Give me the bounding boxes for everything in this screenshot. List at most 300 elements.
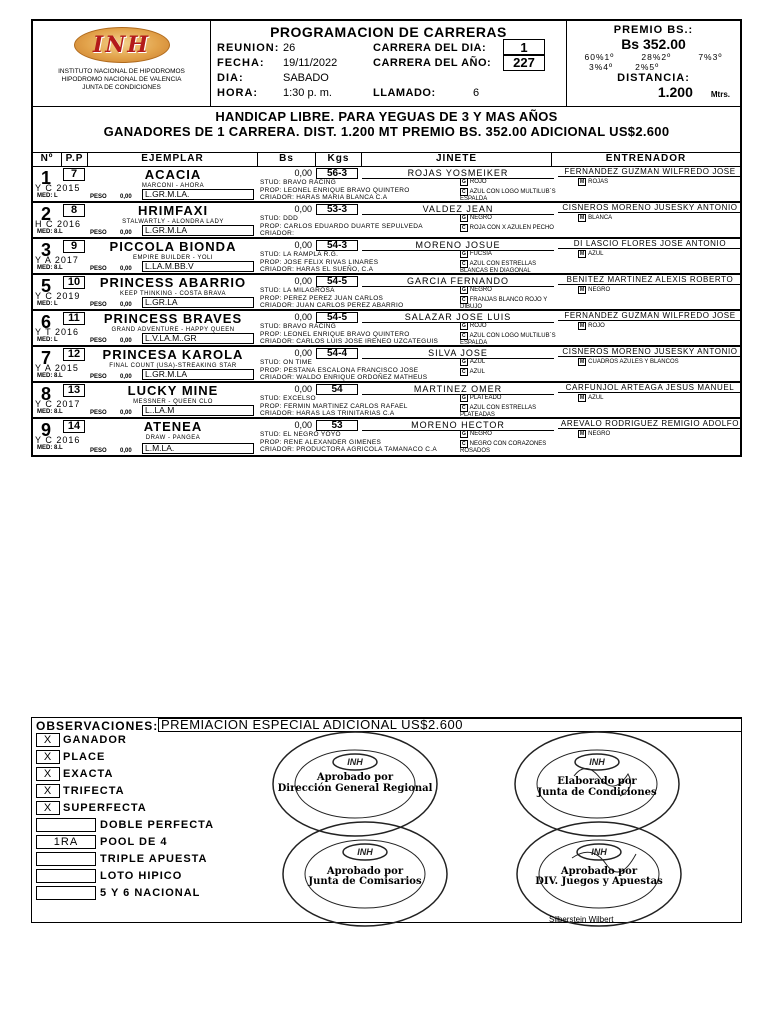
- silk-g: [460, 430, 492, 438]
- silk-m-text: AZUL: [588, 395, 604, 401]
- bet-label: POOL DE 4: [100, 836, 168, 848]
- runner-number-cell: [33, 239, 88, 273]
- post-position: 8: [63, 204, 85, 217]
- owner-info: [260, 287, 403, 310]
- pedigree: STALWARTLY - ALONDRA LADY: [122, 219, 224, 225]
- runner-number-cell: [33, 203, 88, 237]
- horse-cell: [88, 347, 258, 381]
- silk-m: [578, 214, 612, 222]
- medication: MED: L: [37, 337, 58, 343]
- silk-label: G: [462, 251, 466, 257]
- trainer-name: CISNEROS MORENO JUSESKY ANTONIO: [558, 347, 742, 357]
- reunion-label: REUNION:: [217, 41, 280, 54]
- breeder: CRIADOR: PRODUCTORA AGRICOLA TAMANACO C.A: [260, 446, 437, 453]
- peso-value: 0,00: [120, 448, 132, 454]
- silk-label: G: [462, 179, 466, 185]
- bet-label: SUPERFECTA: [63, 802, 147, 814]
- jockey-name: ROJAS YOSMEIKER: [362, 168, 554, 179]
- breeder: CRIADOR:: [260, 230, 295, 237]
- inh-logo: [74, 27, 170, 63]
- hora-value: 1:30 p. m.: [283, 86, 332, 99]
- sex-color-year: Y C 2015: [35, 183, 81, 193]
- runner-number: 9: [41, 420, 52, 440]
- silk-g: [460, 358, 485, 366]
- carrera-ano-value: 227: [503, 54, 545, 71]
- bs-value: 0,00: [294, 240, 312, 250]
- stamp-line: Aprobado por: [560, 866, 638, 877]
- runner-number-cell: [33, 383, 88, 417]
- silk-c-text: AZUL CON LOGO MULTILUB´S ESPALDA: [460, 333, 556, 346]
- runner-number: 3: [41, 240, 52, 260]
- bet-option: [36, 818, 214, 832]
- medication: MED: 8.L: [37, 373, 63, 379]
- bs-value: 0,00: [294, 348, 312, 358]
- breeder: CRIADOR: JUAN CARLOS PEREZ ABARRIO: [260, 302, 404, 309]
- silk-m: [578, 286, 610, 294]
- llamado-value: 6: [473, 86, 480, 99]
- stud: STUD: BRAVO RACING: [260, 323, 337, 330]
- stamp-line: Dirección General Regional: [277, 783, 433, 794]
- silk-g-text: NEGRO: [469, 287, 492, 293]
- trainer-name: FERNANDEZ GUZMAN WILFREDO JOSE: [558, 311, 742, 321]
- detail-cell: [258, 311, 740, 345]
- bet-label: PLACE: [63, 751, 106, 763]
- bet-option: [36, 869, 182, 883]
- observaciones-label: OBSERVACIONES:: [36, 719, 159, 733]
- peso-label: PESO: [90, 230, 107, 236]
- bet-label: EXACTA: [63, 768, 114, 780]
- bet-option: [36, 835, 167, 849]
- bet-option: [36, 852, 208, 866]
- owner: PROP: PEREZ PEREZ JUAN CARLOS: [260, 294, 384, 302]
- table-row: [33, 347, 740, 383]
- reunion-value: 26: [283, 41, 296, 54]
- runner-number: 2: [41, 204, 52, 224]
- table-row: [33, 239, 740, 275]
- peso-value: 0,00: [120, 410, 132, 416]
- owner: PROP: FERMIN MARTINEZ CARLOS RAFAEL: [260, 402, 408, 410]
- silk-label: C: [462, 189, 466, 195]
- horse-name: LUCKY MINE: [127, 383, 219, 398]
- bet-checkbox: X: [36, 767, 60, 781]
- silk-m: [578, 322, 605, 330]
- silk-m-text: CUADROS AZULES Y BLANCOS: [588, 359, 679, 365]
- col-entrenador: ENTRENADOR: [605, 153, 687, 164]
- owner-info: [260, 395, 408, 418]
- silk-c: [460, 404, 560, 419]
- silk-c: [460, 332, 560, 347]
- distancia-value: 1.200: [657, 84, 693, 100]
- silk-label: C: [462, 405, 466, 411]
- peso-value: 0,00: [120, 374, 132, 380]
- table-row: [33, 311, 740, 347]
- bet-option: [36, 801, 147, 815]
- bet-label: 5 Y 6 NACIONAL: [100, 887, 201, 899]
- breeder: CRIADOR: CARLOS LUIS JOSE IRENEO UZCATEGUIS: [260, 338, 439, 345]
- bet-checkbox: X: [36, 733, 60, 747]
- medication: MED: 8.L: [37, 409, 63, 415]
- institute-line: HIPODROMO NACIONAL DE VALENCIA: [61, 76, 182, 83]
- owner-info: [260, 431, 437, 454]
- weight-kgs: 54: [316, 384, 358, 395]
- runner-number: 1: [41, 168, 52, 188]
- medication: MED: 8.L: [37, 265, 63, 271]
- pct-5: 2%5º: [635, 62, 660, 72]
- horse-name: PRINCESA KAROLA: [102, 347, 244, 362]
- pedigree: KEEP THINKING - COSTA BRAVA: [120, 291, 226, 297]
- owner-info: [260, 359, 427, 382]
- peso-value: 0,00: [120, 338, 132, 344]
- breeder: CRIADOR: HARAS LAS TRINITARIAS C.A: [260, 410, 395, 417]
- detail-cell: [258, 383, 740, 417]
- stamp-line: Junta de Comisarios: [308, 876, 422, 887]
- owner-info: [260, 251, 378, 274]
- owner: PROP: JOSE FELIX RIVAS LINARES: [260, 258, 379, 266]
- detail-cell: [258, 203, 740, 237]
- bs-value: 0,00: [294, 276, 312, 286]
- runner-number: 7: [41, 348, 52, 368]
- stud: STUD: EL NEGRO YOYO: [260, 431, 341, 438]
- bs-value: 0,00: [294, 312, 312, 322]
- silk-c-text: AZUL CON ESTRELLAS BLANCAS EN DIAGONAL: [460, 261, 537, 274]
- stud: STUD: ON TIME: [260, 359, 313, 366]
- silk-label: G: [462, 323, 466, 329]
- dia-label: DIA:: [217, 71, 244, 84]
- silk-label: G: [462, 215, 466, 221]
- detail-cell: [258, 347, 740, 381]
- horse-name: ATENEA: [143, 419, 203, 434]
- peso-label: PESO: [90, 374, 107, 380]
- pct-1: 60%1º: [584, 52, 615, 62]
- silk-label: M: [580, 323, 585, 329]
- trainer-name: BENITEZ MARTINEZ ALEXIS ROBERTO: [558, 275, 742, 285]
- silk-g: [460, 394, 501, 402]
- silk-c-text: NEGRO CON CORAZONES ROSADOS: [460, 441, 547, 454]
- silk-g-text: FUCSIA: [469, 251, 492, 257]
- weight-kgs: 54-5: [316, 312, 358, 323]
- col-pp: P.P: [62, 153, 88, 166]
- table-row: [33, 383, 740, 419]
- jockey-name: VALDEZ JEAN: [362, 204, 554, 215]
- detail-cell: [258, 419, 740, 455]
- sex-color-year: Y C 2016: [35, 435, 81, 445]
- weight-kgs: 54-5: [316, 276, 358, 287]
- hora-label: HORA:: [217, 86, 259, 99]
- post-position: 12: [63, 348, 85, 361]
- silk-c: [460, 224, 560, 232]
- silk-m-text: ROJO: [588, 323, 605, 329]
- post-position: 11: [63, 312, 85, 325]
- silk-c: [460, 440, 560, 455]
- bet-checkbox: X: [36, 784, 60, 798]
- owner-info: [260, 179, 410, 202]
- sex-color-year: Y C 2019: [35, 291, 81, 301]
- silk-m-text: ROJAS: [588, 179, 609, 185]
- llamado-label: LLAMADO:: [373, 86, 436, 99]
- peso-label: PESO: [90, 338, 107, 344]
- sex-color-year: Y C 2017: [35, 399, 81, 409]
- pct-4: 3%4º: [589, 62, 614, 72]
- trainer-name: CARFUNJOL ARTEAGA JESUS MANUEL: [558, 383, 742, 393]
- bet-option: [36, 733, 127, 747]
- silk-label: M: [580, 359, 585, 365]
- jockey-name: GARCIA FERNANDO: [362, 276, 554, 287]
- pedigree: GRAND ADVENTURE - HAPPY QUEEN: [111, 327, 235, 333]
- bs-value: 0,00: [294, 168, 312, 178]
- horse-name: PRINCESS BRAVES: [103, 311, 243, 326]
- stamp-line: DIV. Juegos y Apuestas: [535, 876, 663, 887]
- post-position: 9: [63, 240, 85, 253]
- owner-info: [260, 215, 423, 238]
- bet-checkbox: [36, 852, 96, 866]
- silk-label: C: [462, 225, 466, 231]
- svg-text:INH: INH: [589, 757, 605, 767]
- dia-value: SABADO: [283, 71, 329, 84]
- breeder: CRIADOR: HARAS EL SUEÑO, C.A: [260, 266, 374, 273]
- silk-c: [460, 296, 560, 311]
- premio-block: [567, 21, 740, 106]
- peso-label: PESO: [90, 302, 107, 308]
- silk-g-text: NEGRO: [469, 215, 492, 221]
- silk-g: [460, 178, 487, 186]
- equipment-code: L.GR.LA: [142, 297, 254, 308]
- stamp-line: Aprobado por: [316, 772, 394, 783]
- pct-3: 7%3º: [698, 52, 723, 62]
- jockey-name: MARTINEZ OMER: [362, 384, 554, 395]
- svg-text:INH: INH: [347, 757, 363, 767]
- horse-cell: [88, 239, 258, 273]
- runner-number-cell: [33, 419, 88, 455]
- column-headers: [33, 153, 740, 167]
- peso-label: PESO: [90, 194, 107, 200]
- table-row: [33, 275, 740, 311]
- silk-m: [578, 178, 608, 186]
- post-position: 13: [63, 384, 85, 397]
- bs-value: 0,00: [294, 420, 312, 430]
- bet-label: TRIPLE APUESTA: [100, 853, 208, 865]
- institute-line: INSTITUTO NACIONAL DE HIPODROMOS: [58, 68, 185, 75]
- equipment-code: L.M.LA.: [142, 443, 254, 454]
- bet-checkbox: [36, 869, 96, 883]
- silk-g: [460, 250, 492, 258]
- silk-label: M: [580, 431, 585, 437]
- bet-option: [36, 767, 113, 781]
- institute-name: [58, 68, 185, 92]
- silk-label: C: [462, 369, 466, 375]
- silk-c: [460, 188, 560, 203]
- carrera-dia-value: 1: [503, 39, 545, 56]
- sex-color-year: Y T 2016: [35, 327, 80, 337]
- weight-kgs: 53-3: [316, 204, 358, 215]
- horse-name: PICCOLA BIONDA: [109, 239, 237, 254]
- horse-cell: [88, 311, 258, 345]
- runner-list: [33, 167, 740, 455]
- post-position: 14: [63, 420, 85, 433]
- svg-text:INH: INH: [591, 847, 607, 857]
- runner-number-cell: [33, 311, 88, 345]
- bet-checkbox: X: [36, 750, 60, 764]
- horse-cell: [88, 275, 258, 309]
- distancia-unit: Mtrs.: [710, 90, 730, 99]
- owner: PROP: LEONEL ENRIQUE BRAVO QUINTERO: [260, 186, 410, 194]
- bet-checkbox: [36, 886, 96, 900]
- observaciones-text: PREMIACION ESPECIAL ADICIONAL US$2.600: [158, 718, 742, 732]
- stamp-line: Junta de Condiciones: [537, 787, 657, 798]
- institute-line: JUNTA DE CONDICIONES: [82, 84, 161, 91]
- silk-label: C: [462, 297, 466, 303]
- race-info: [211, 21, 567, 106]
- bet-option: [36, 750, 105, 764]
- jockey-name: SALAZAR JOSE LUIS: [362, 312, 554, 323]
- table-row: [33, 167, 740, 203]
- svg-text:INH: INH: [357, 847, 373, 857]
- detail-cell: [258, 239, 740, 273]
- breeder: CRIADOR: WALDO ENRIQUE ORDOÑEZ MATHEUS: [260, 374, 428, 381]
- table-row: [33, 419, 740, 455]
- silk-m-text: NEGRO: [588, 431, 611, 437]
- premio-split-2: [571, 62, 736, 72]
- horse-name: HRIMFAXI: [137, 203, 209, 218]
- equipment-code: L.GR.M.LA: [142, 369, 254, 380]
- medication: MED: L: [37, 301, 58, 307]
- medication: MED: 8.L: [37, 445, 63, 451]
- carrera-dia-label: CARRERA DEL DIA:: [373, 41, 487, 54]
- equipment-code: L.V.LA.M..GR: [142, 333, 254, 344]
- bet-option: [36, 784, 125, 798]
- peso-value: 0,00: [120, 194, 132, 200]
- runner-number: 5: [41, 276, 52, 296]
- bs-value: 0,00: [294, 204, 312, 214]
- runner-number: 8: [41, 384, 52, 404]
- stud: STUD: LA MILAGROSA: [260, 287, 335, 294]
- trainer-name: DI LASCIO FLORES JOSE ANTONIO: [558, 239, 742, 249]
- premio-label: PREMIO BS.:: [613, 24, 694, 36]
- col-ejemplar: EJEMPLAR: [88, 153, 258, 166]
- silk-c: [460, 260, 560, 275]
- bet-label: LOTO HIPICO: [100, 870, 183, 882]
- pedigree: EMPIRE BUILDER - YOLI: [132, 255, 214, 261]
- condition-line: HANDICAP LIBRE. PARA YEGUAS DE 3 Y MAS AÑOS: [215, 109, 558, 124]
- owner-info: [260, 323, 438, 346]
- owner: PROP: PESTANA ESCALONA FRANCISCO JOSE: [260, 366, 419, 374]
- carrera-ano-label: CARRERA DEL AÑO:: [373, 56, 492, 69]
- col-kgs: Kgs: [316, 153, 362, 166]
- silk-label: M: [580, 395, 585, 401]
- jockey-name: MORENO JOSUE: [362, 240, 554, 251]
- page-title: PROGRAMACION DE CARRERAS: [270, 24, 507, 40]
- silk-label: M: [580, 179, 585, 185]
- trainer-name: AREVALO RODRIGUEZ REMIGIO ADOLFO: [558, 419, 742, 429]
- silk-label: G: [462, 395, 466, 401]
- sex-color-year: Y A 2015: [35, 363, 79, 373]
- silk-g-text: AZUL: [469, 359, 486, 365]
- horse-name: ACACIA: [144, 167, 202, 182]
- silk-g: [460, 286, 492, 294]
- trainer-name: CISNEROS MORENO JUSESKY ANTONIO: [558, 203, 742, 213]
- silk-m-text: NEGRO: [588, 287, 611, 293]
- silk-g-text: PLATEADO: [469, 395, 502, 401]
- silk-g-text: ROJO: [469, 179, 487, 185]
- silk-c-text: AZUL CON ESTRELLAS PLATEADAS: [460, 405, 537, 418]
- silk-label: M: [580, 287, 585, 293]
- silk-g: [460, 214, 492, 222]
- bet-label: GANADOR: [63, 734, 127, 746]
- silk-c-text: ROJA CON X AZULEN PECHO: [469, 225, 554, 231]
- trainer-name: FERNANDEZ GUZMAN WILFREDO JOSE: [558, 167, 742, 177]
- weight-kgs: 53: [316, 420, 358, 431]
- peso-label: PESO: [90, 410, 107, 416]
- equipment-code: L.GR.M.LA.: [142, 189, 254, 200]
- detail-cell: [258, 275, 740, 309]
- pct-2: 28%2º: [641, 52, 672, 62]
- signature-name: Silberstein Wilbert: [549, 915, 614, 924]
- equipment-code: L.GR.M.LA: [142, 225, 254, 236]
- bet-checkbox: 1RA: [36, 835, 96, 849]
- stud: STUD: DDD: [260, 215, 299, 222]
- silk-c-text: AZUL: [469, 369, 485, 375]
- medication: MED: L: [37, 193, 58, 199]
- breeder: CRIADOR: HARAS MARIA BLANCA C.A: [260, 194, 388, 201]
- bet-option: [36, 886, 200, 900]
- silk-label: C: [462, 441, 466, 447]
- silk-m: [578, 358, 679, 366]
- silk-m-text: BLANCA: [588, 215, 613, 221]
- pedigree: MARCONI - AHORA: [141, 183, 205, 189]
- silk-c-text: FRANJAS BLANCO ROJO Y DIBUJO: [460, 297, 548, 310]
- col-jinete: JINETE: [362, 153, 552, 166]
- silk-label: M: [580, 251, 585, 257]
- sex-color-year: H C 2016: [35, 219, 82, 229]
- distancia-label: DISTANCIA:: [617, 72, 690, 84]
- silk-g-text: ROJO: [469, 323, 487, 329]
- silk-m: [578, 250, 604, 258]
- table-row: [33, 203, 740, 239]
- medication: MED: 8.L: [37, 229, 63, 235]
- sex-color-year: Y A 2017: [35, 255, 79, 265]
- pedigree: DRAW - PANGEA: [145, 435, 201, 441]
- horse-cell: [88, 203, 258, 237]
- weight-kgs: 54-3: [316, 240, 358, 251]
- jockey-name: SILVA JOSE: [362, 348, 554, 359]
- bet-checkbox: X: [36, 801, 60, 815]
- peso-label: PESO: [90, 448, 107, 454]
- peso-value: 0,00: [120, 302, 132, 308]
- condition-line: GANADORES DE 1 CARRERA. DIST. 1.200 MT PREMIO BS. 352.00 ADICIONAL US$2.600: [103, 124, 670, 139]
- silk-g-text: NEGRO: [469, 431, 492, 437]
- silk-m-text: AZUL: [588, 251, 604, 257]
- runner-number-cell: [33, 275, 88, 309]
- owner: PROP: LEONEL ENRIQUE BRAVO QUINTERO: [260, 330, 410, 338]
- equipment-code: L..LA.M: [142, 405, 254, 416]
- silk-label: M: [580, 215, 585, 221]
- silk-label: G: [462, 431, 466, 437]
- horse-name: PRINCESS ABARRIO: [99, 275, 247, 290]
- race-program-sheet: [31, 19, 742, 457]
- silk-label: C: [462, 261, 466, 267]
- jockey-name: MORENO HECTOR: [362, 420, 554, 431]
- silk-label: C: [462, 333, 466, 339]
- race-conditions: [33, 107, 740, 153]
- bet-label: TRIFECTA: [63, 785, 125, 797]
- silk-c: [460, 368, 560, 376]
- weight-kgs: 54-4: [316, 348, 358, 359]
- runner-number-cell: [33, 167, 88, 201]
- bs-value: 0,00: [294, 384, 312, 394]
- owner: PROP: RENE ALEXANDER GIMENES: [260, 438, 382, 446]
- premio-split: [571, 52, 736, 62]
- runner-number: 6: [41, 312, 52, 332]
- stud: STUD: BRAVO RACING: [260, 179, 337, 186]
